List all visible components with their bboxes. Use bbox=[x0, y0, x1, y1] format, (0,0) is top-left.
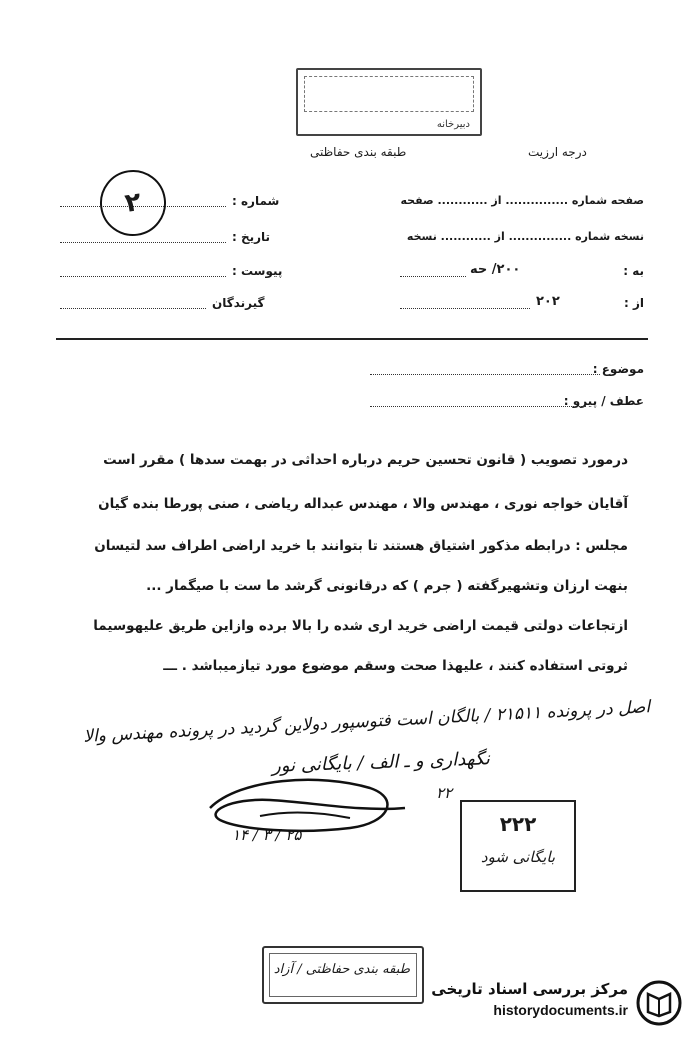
top-stamp bbox=[296, 68, 482, 136]
watermark-url: historydocuments.ir bbox=[493, 1002, 628, 1018]
reference-dots bbox=[370, 406, 586, 407]
copy-number-field: نسخه شماره ............... از ............ نسخه bbox=[406, 230, 644, 243]
top-stamp-inner bbox=[304, 76, 474, 112]
bottom-classification-stamp bbox=[262, 946, 424, 1004]
archive-stamp bbox=[460, 800, 576, 892]
watermark-persian: مرکز بررسی اسناد تاریخی bbox=[431, 980, 628, 998]
attachment-label: پیوست : bbox=[232, 264, 283, 278]
archive-stamp-text: بایگانی شود bbox=[480, 848, 556, 866]
to-label: به : bbox=[623, 264, 644, 278]
circled-number: ۲ bbox=[96, 166, 171, 241]
handwritten-note-line2: نگهداری و ـ الف / بایگانی نور bbox=[271, 748, 491, 777]
recipients-label: گیرندگان bbox=[212, 296, 265, 310]
handwritten-date: ۱۴ / ۳ / ۲۵ bbox=[232, 826, 302, 844]
body-line: مجلس : درابطه مذکور اشتیاق هستند تا بتوانند با خرید اراضی اطراف سد لتیسان bbox=[94, 538, 628, 554]
to-value: ۲۰۰/ حه bbox=[470, 262, 521, 277]
date-dots bbox=[60, 242, 226, 243]
reference-label: عطف / پیرو : bbox=[563, 394, 644, 408]
watermark bbox=[418, 978, 688, 1032]
header-divider bbox=[56, 338, 648, 340]
body-line: ازتجاعات دولتی قیمت اراضی خرید اری شده را بالا برده وازاین طریق علیهوسیما bbox=[93, 618, 628, 634]
subject-label: موضوع : bbox=[592, 362, 644, 376]
body-line: ثروتی استفاده کنند ، علیهذا صحت وسقم موضوع مورد تیازمیباشد . ـــ bbox=[163, 658, 628, 674]
archive-stamp-number: ۲۲۲ bbox=[499, 812, 537, 836]
date-label: تاریخ : bbox=[232, 230, 271, 244]
number-label: شماره : bbox=[232, 194, 280, 208]
recipients-dots bbox=[60, 308, 206, 309]
bottom-stamp-text: طبقه بندی حفاظتی / آزاد bbox=[273, 962, 410, 977]
from-label: از : bbox=[624, 296, 644, 310]
classification-label: طبقه بندی حفاظتی bbox=[310, 145, 407, 159]
to-dots bbox=[400, 276, 466, 277]
body-line: بنهت ارزان وتشهیرگفته ( جرم ) که درقانونی گرشد ما ست با صیگمار ... bbox=[146, 578, 628, 594]
handwritten-number: ۲۲ bbox=[436, 784, 453, 802]
page-number-field: صفحه شماره ............... از ............ صفحه bbox=[400, 194, 644, 207]
priority-label: درجه ارزیت bbox=[528, 145, 587, 159]
from-value: ۲۰۲ bbox=[536, 294, 560, 309]
attachment-dots bbox=[60, 276, 226, 277]
top-stamp-text: دبیرخانه bbox=[436, 119, 470, 130]
from-dots bbox=[400, 308, 530, 309]
handwritten-note-line1: اصل در پرونده ۲۱۵۱۱ / بالگان است فتوسپور دولاین گردید در پرونده مهندس والا bbox=[82, 697, 651, 747]
book-logo-icon bbox=[636, 980, 682, 1026]
body-line: درمورد تصویب ( قانون تحسین حریم درباره احداثی در بهمت سدها ) مقرر است bbox=[103, 452, 628, 468]
subject-dots bbox=[370, 374, 600, 375]
body-line: آقایان خواجه نوری ، مهندس والا ، مهندس عبداله ریاضی ، صنی پورطا بنده گیان bbox=[98, 496, 628, 512]
